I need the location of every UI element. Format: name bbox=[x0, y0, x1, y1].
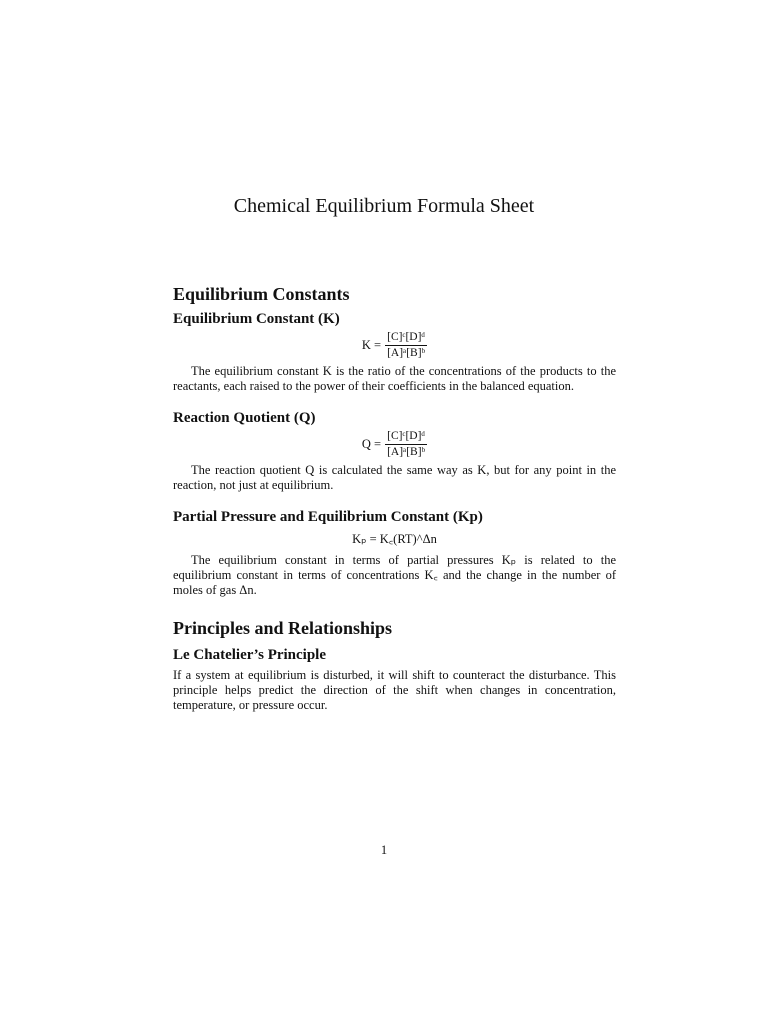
equation-k-denominator: [A]ᵃ[B]ᵇ bbox=[387, 347, 426, 359]
section-heading-principles: Principles and Relationships bbox=[173, 618, 393, 638]
equation-q-numerator: [C]ᶜ[D]ᵈ bbox=[385, 430, 427, 445]
equation-q-lhs: Q = bbox=[361, 437, 382, 451]
paragraph-q: The reaction quotient Q is calculated the same way as K, but for any point in the reaction, not just at equilibrium. bbox=[173, 463, 616, 492]
document-body bbox=[173, 284, 616, 713]
paragraph-lechatelier: If a system at equilibrium is disturbed, it will shift to counteract the disturbance. This principle helps predict the direction of the shift when changes in concentration, temperature, or pressure occur. bbox=[173, 668, 616, 712]
equation-q-denominator: [A]ᵃ[B]ᵇ bbox=[387, 446, 426, 458]
equation-q bbox=[173, 430, 616, 459]
paragraph-k: The equilibrium constant K is the ratio of the concentrations of the products to the reactants, each raised to the power of their coefficients in the balanced equation. bbox=[173, 364, 616, 393]
subsection-heading-q: Reaction Quotient (Q) bbox=[173, 410, 316, 426]
page-number: 1 bbox=[380, 843, 388, 857]
equation-k bbox=[173, 331, 616, 360]
subsection-heading-lechatelier: Le Chatelier’s Principle bbox=[173, 647, 327, 663]
document-title: Chemical Equilibrium Formula Sheet bbox=[233, 195, 535, 217]
equation-q-fraction bbox=[385, 430, 427, 459]
subsection-heading-k: Equilibrium Constant (K) bbox=[173, 311, 340, 327]
paragraph-kp: The equilibrium constant in terms of partial pressures Kₚ is related to the equilibrium constant in terms of concentrations K꜀ and the change in the number of moles of gas Δn. bbox=[173, 553, 616, 597]
equation-kp: Kₚ = K꜀(RT)^Δn bbox=[352, 532, 437, 546]
equation-k-lhs: K = bbox=[361, 338, 382, 352]
subsection-heading-kp: Partial Pressure and Equilibrium Constant (Kp) bbox=[173, 509, 483, 525]
section-heading-equilibrium-constants: Equilibrium Constants bbox=[173, 284, 350, 304]
equation-k-numerator: [C]ᶜ[D]ᵈ bbox=[385, 331, 427, 346]
equation-k-fraction bbox=[385, 331, 427, 360]
